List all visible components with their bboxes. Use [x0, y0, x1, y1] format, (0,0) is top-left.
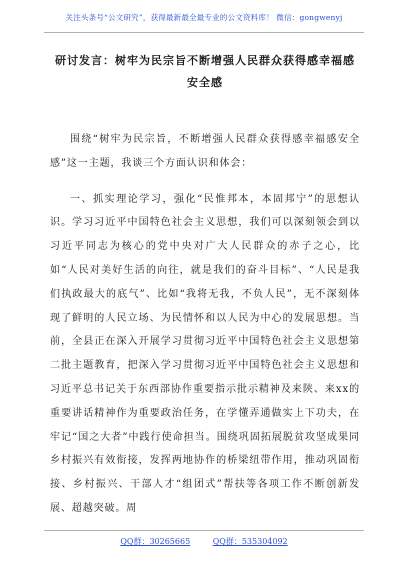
- title-line-2: 安全感: [187, 76, 223, 89]
- header-divider: [44, 32, 364, 33]
- footer: [0, 536, 408, 547]
- qq-group-link-2[interactable]: QQ群：535304092: [212, 537, 288, 546]
- title-line-1: 研讨发言：树牢为民宗旨不断增强人民群众获得感幸福感: [55, 54, 355, 67]
- header-banner: 关注头条号“公文研究”，获得最新最全最专业的公文资料库！ 微信：gongwenyj: [65, 13, 343, 22]
- document-title: [50, 50, 360, 94]
- footer-divider: [44, 530, 364, 531]
- document-body: [50, 128, 360, 533]
- intro-paragraph: 围绕“树牢为民宗旨，不断增强人民群众获得感幸福感安全感”这一主题，我谈三个方面认识和体会：: [50, 134, 360, 169]
- qq-group-link-1[interactable]: QQ群：30265665: [120, 537, 191, 546]
- section-one-paragraph: 一、抓实理论学习，强化“民惟邦本，本固邦宁”的思想认识。学习习近平中国特色社会主义思想，我们可以深刻领会到以习近平同志为核心的党中央对广大人民群众的赤子之心，比如“人民对美好生活的向往，就是我们的奋斗目标”、“人民是我们执政最大的底气”、比如“我将无我，不负人民”，无不深刻体现了鲜明的人民立场、为民情怀和以人民为中心的发展思想。当前，全县正在深入开展学习贯彻习近平中国特色社会主义思想第二批主题教育，把深入学习贯彻习近平中国特色社会主义思想和习近平总书记关于东西部协作重要指示批示精神及来陕、来xx的重要讲话精神作为重要政治任务，在学懂弄通做实上下功夫，在牢记“国之大者”中践行使命担当。围绕巩固拓展脱贫攻坚成果同乡村振兴有效衔接，发挥两地协作的桥梁纽带作用，推动巩固衔接、乡村振兴、干部人才“组团式”帮扶等各项工作不断创新发展、超越突破。周: [50, 193, 360, 514]
